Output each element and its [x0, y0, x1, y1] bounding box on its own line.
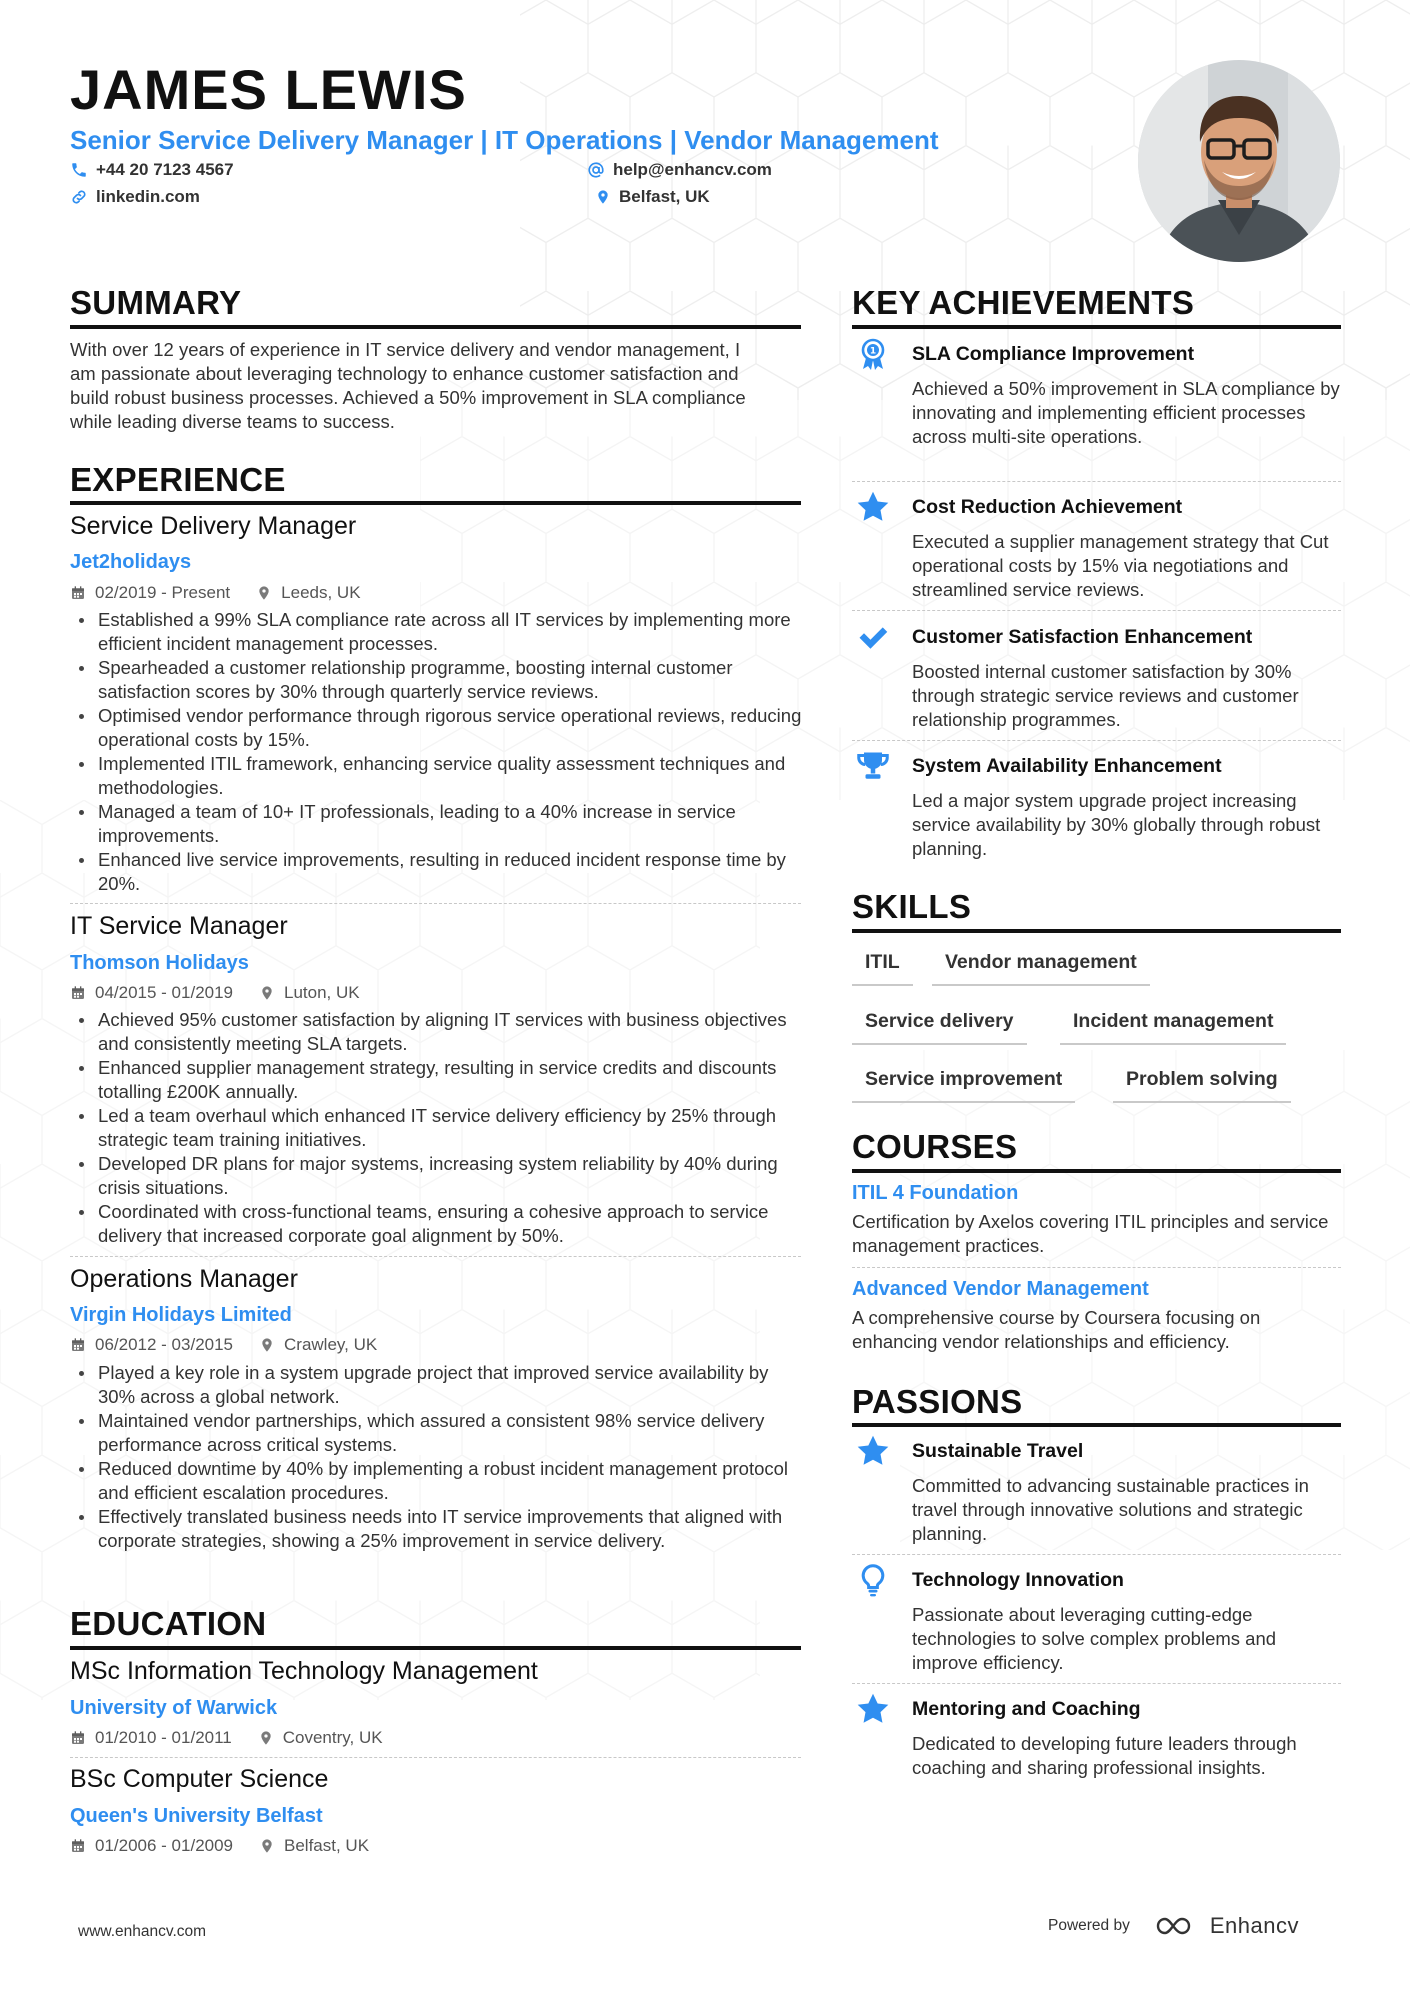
course-desc: Certification by Axelos covering ITIL principles and service management practices.: [852, 1211, 1329, 1256]
job-bullets: [70, 1361, 805, 1553]
achievement-title: SLA Compliance Improvement: [912, 343, 1195, 365]
job-bullet: Developed DR plans for major systems, increasing system reliability by 40% during crisis situations.: [70, 1152, 805, 1200]
experience-heading: EXPERIENCE: [70, 461, 286, 498]
location-pin-icon: [256, 585, 272, 601]
job-meta: [70, 1334, 377, 1356]
education-degree: BSc Computer Science: [70, 1765, 329, 1793]
svg-text:1: 1: [869, 346, 877, 357]
passion-title: Sustainable Travel: [912, 1440, 1084, 1462]
skill-tag: Problem solving: [1113, 1066, 1291, 1103]
skill-tag: ITIL: [852, 949, 913, 986]
job-bullet: Established a 99% SLA compliance rate across all IT services by implementing more efficient incident management processes.: [70, 608, 805, 656]
job-bullet: Maintained vendor partnerships, which assured a consistent 98% service delivery performance across critical systems.: [70, 1409, 805, 1457]
summary-heading: SUMMARY: [70, 284, 242, 321]
contact-phone[interactable]: [70, 159, 234, 181]
lightbulb-icon: [855, 1562, 891, 1598]
job-bullet: Played a key role in a system upgrade project that improved service availability by 30% across a global network.: [70, 1361, 805, 1409]
contact-email[interactable]: [587, 159, 772, 181]
achievement-desc: Boosted internal customer satisfaction by 30% through strategic service reviews and customer relationship programmes.: [912, 661, 1299, 730]
job-bullet: Effectively translated business needs into IT service improvements that aligned with corporate strategies, showing a 25% improvement in service delivery.: [70, 1505, 805, 1553]
education-dates: 01/2010 - 01/2011: [95, 1728, 232, 1747]
achievements-heading: KEY ACHIEVEMENTS: [852, 284, 1195, 321]
passions-rule: [852, 1423, 1341, 1427]
location-pin-icon: [259, 1838, 275, 1854]
star-icon: [855, 489, 891, 525]
passion-title: Technology Innovation: [912, 1569, 1124, 1591]
education-meta: [70, 1835, 369, 1857]
achievement-divider: [852, 740, 1341, 741]
calendar-icon: [70, 1337, 86, 1353]
job-location: Luton, UK: [284, 983, 360, 1002]
job-company[interactable]: Jet2holidays: [70, 551, 192, 573]
job-company[interactable]: Thomson Holidays: [70, 952, 249, 974]
job-dates: 06/2012 - 03/2015: [95, 1335, 234, 1354]
job-bullet: Managed a team of 10+ IT professionals, leading to a 40% increase in service improvements.: [70, 800, 805, 848]
job-bullets: [70, 608, 805, 896]
email-text: help@enhancv.com: [613, 160, 772, 179]
course-title[interactable]: Advanced Vendor Management: [852, 1278, 1149, 1300]
skill-tag: Service improvement: [852, 1066, 1075, 1103]
skills-rule: [852, 929, 1341, 933]
contact-location: [595, 186, 710, 208]
education-rule: [70, 1646, 801, 1650]
candidate-name: JAMES LEWIS: [70, 58, 467, 121]
calendar-icon: [70, 985, 86, 1001]
job-location: Crawley, UK: [284, 1335, 378, 1354]
achievement-divider: [852, 610, 1341, 611]
job-bullet: Reduced downtime by 40% by implementing a robust incident management protocol and efficient escalation procedures.: [70, 1457, 805, 1505]
job-bullet: Enhanced supplier management strategy, resulting in service credits and discounts totalling £200K annually.: [70, 1056, 805, 1104]
linkedin-text: linkedin.com: [96, 187, 200, 206]
passions-heading: PASSIONS: [852, 1383, 1023, 1420]
education-degree: MSc Information Technology Management: [70, 1657, 538, 1685]
skill-tag: Service delivery: [852, 1008, 1027, 1045]
passion-divider: [852, 1554, 1341, 1555]
education-dates: 01/2006 - 01/2009: [95, 1836, 234, 1855]
course-divider: [852, 1267, 1341, 1268]
education-divider: [70, 1757, 801, 1758]
location-pin-icon: [595, 188, 611, 206]
job-dates: 04/2015 - 01/2019: [95, 983, 234, 1002]
calendar-icon: [70, 585, 86, 601]
passion-desc: Committed to advancing sustainable practices in travel through innovative solutions and strategic planning.: [912, 1475, 1309, 1544]
job-bullet: Coordinated with cross-functional teams, ensuring a cohesive approach to service delivery that increased corporate goal alignment by 50%.: [70, 1200, 805, 1248]
education-meta: [70, 1727, 383, 1749]
brand-name: Enhancv: [1209, 1913, 1299, 1938]
job-divider: [70, 903, 801, 904]
candidate-headline: Senior Service Delivery Manager | IT Operations | Vendor Management: [70, 125, 939, 155]
education-location: Coventry, UK: [282, 1728, 383, 1747]
checkmark-icon: [855, 619, 891, 655]
footer-brand[interactable]: [1048, 1914, 1299, 1938]
phone-icon: [70, 161, 88, 179]
job-bullet: Implemented ITIL framework, enhancing service quality assessment techniques and methodologies.: [70, 752, 805, 800]
job-role: IT Service Manager: [70, 912, 288, 940]
contact-linkedin[interactable]: [70, 186, 200, 208]
award-ribbon-icon: [855, 336, 891, 372]
job-company[interactable]: Virgin Holidays Limited: [70, 1304, 292, 1326]
job-role: Operations Manager: [70, 1265, 298, 1293]
profile-photo: [1138, 60, 1340, 262]
passion-title: Mentoring and Coaching: [912, 1698, 1141, 1720]
location-pin-icon: [259, 985, 275, 1001]
achievements-rule: [852, 325, 1341, 329]
trophy-icon: [855, 748, 891, 784]
courses-rule: [852, 1169, 1341, 1173]
education-location: Belfast, UK: [284, 1836, 370, 1855]
calendar-icon: [70, 1838, 86, 1854]
star-icon: [855, 1433, 891, 1469]
achievement-title: Cost Reduction Achievement: [912, 496, 1183, 518]
experience-rule: [70, 501, 801, 505]
skill-tag: Vendor management: [932, 949, 1150, 986]
job-bullet: Led a team overhaul which enhanced IT service delivery efficiency by 25% through strategic team training initiatives.: [70, 1104, 805, 1152]
job-bullet: Enhanced live service improvements, resulting in reduced incident response time by 20%.: [70, 848, 805, 896]
job-divider: [70, 1256, 801, 1257]
calendar-icon: [70, 1730, 86, 1746]
powered-by-label: Powered by: [1048, 1917, 1130, 1934]
job-bullets: [70, 1008, 805, 1248]
courses-heading: COURSES: [852, 1128, 1018, 1165]
location-pin-icon: [258, 1730, 274, 1746]
achievement-desc: Executed a supplier management strategy that Cut operational costs by 15% via negotiations and streamlined service reviews.: [912, 531, 1329, 600]
passion-desc: Dedicated to developing future leaders through coaching and sharing professional insights.: [912, 1733, 1297, 1778]
summary-rule: [70, 325, 801, 329]
job-bullet: Achieved 95% customer satisfaction by aligning IT services with business objectives and consistently meeting SLA targets.: [70, 1008, 805, 1056]
job-role: Service Delivery Manager: [70, 512, 357, 540]
skill-tag: Incident management: [1060, 1008, 1286, 1045]
education-heading: EDUCATION: [70, 1605, 267, 1642]
phone-text: +44 20 7123 4567: [96, 160, 234, 179]
achievement-divider: [852, 481, 1341, 482]
education-school[interactable]: University of Warwick: [70, 1697, 278, 1719]
enhancv-logo-icon: [1154, 1914, 1202, 1938]
course-title[interactable]: ITIL 4 Foundation: [852, 1182, 1019, 1204]
job-meta: [70, 982, 360, 1004]
summary-text: With over 12 years of experience in IT service delivery and vendor management, I am passionate about leveraging technology to enhance customer satisfaction and build robust business processes. Achieved a 50% improvement in SLA compliance while leading diverse teams to success.: [70, 339, 746, 432]
link-icon: [70, 188, 88, 206]
job-location: Leeds, UK: [281, 583, 361, 602]
job-bullet: Spearheaded a customer relationship programme, boosting internal customer satisfaction scores by 30% through quarterly service reviews.: [70, 656, 805, 704]
job-dates: 02/2019 - Present: [95, 583, 231, 602]
location-text: Belfast, UK: [619, 187, 710, 206]
course-desc: A comprehensive course by Coursera focusing on enhancing vendor relationships and efficiency.: [852, 1307, 1261, 1352]
location-pin-icon: [259, 1337, 275, 1353]
passion-desc: Passionate about leveraging cutting-edge technologies to solve complex problems and improve efficiency.: [912, 1604, 1277, 1673]
footer-website[interactable]: www.enhancv.com: [78, 1923, 207, 1940]
at-sign-icon: [587, 161, 605, 179]
education-school[interactable]: Queen's University Belfast: [70, 1805, 323, 1827]
achievement-desc: Achieved a 50% improvement in SLA compliance by innovating and implementing efficient processes across multi-site operations.: [912, 378, 1340, 447]
passion-divider: [852, 1683, 1341, 1684]
achievement-title: Customer Satisfaction Enhancement: [912, 626, 1253, 648]
achievement-title: System Availability Enhancement: [912, 755, 1222, 777]
job-meta: [70, 582, 361, 604]
achievement-desc: Led a major system upgrade project increasing service availability by 30% globally through robust planning.: [912, 790, 1321, 859]
skills-heading: SKILLS: [852, 888, 972, 925]
job-bullet: Optimised vendor performance through rigorous service operational reviews, reducing operational costs by 15%.: [70, 704, 805, 752]
star-icon: [855, 1691, 891, 1727]
